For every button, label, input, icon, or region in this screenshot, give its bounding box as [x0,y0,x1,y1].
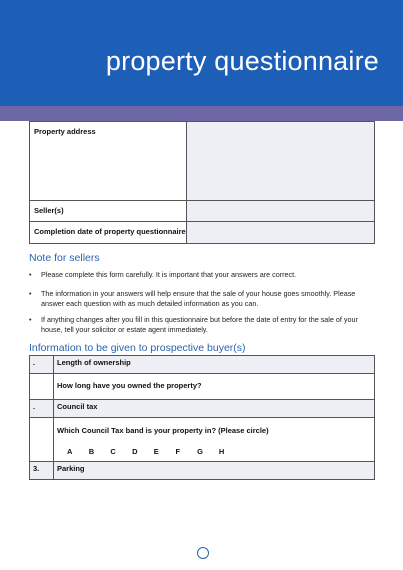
note-bullet-text: If anything changes after you fill in this questionnaire but before the date of entry for the sale of your house, tell your solicitor or estate agent immediately. [41,315,358,334]
completion-date-label: Completion date of property questionnaire [30,222,187,244]
bullet-dot: • [29,289,32,298]
note-bullet-text: The information in your answers will help ensure that the sale of your house goes smoothly. Please answer each question with as much detailed information as you can. [41,289,356,308]
page-title: property questionnaire [105,46,379,76]
row-number: . [30,400,54,418]
band-option[interactable]: E [153,447,159,456]
band-option[interactable]: D [132,447,138,456]
council-tax-question-cell [54,418,375,462]
note-for-sellers-heading: Note for sellers [29,252,100,264]
information-heading: Information to be given to prospective buyer(s) [29,342,246,354]
completion-date-field[interactable] [187,222,375,244]
parking-heading: Parking [54,462,375,480]
ownership-question: How long have you owned the property? [54,374,375,400]
row-number-blank [30,374,54,400]
band-option[interactable]: B [88,447,95,456]
council-tax-question: Which Council Tax band is your property in? (Please circle) [57,426,269,435]
band-option[interactable]: F [175,447,181,456]
property-address-label: Property address [30,122,187,201]
band-option[interactable]: C [110,447,116,456]
property-details-table [29,121,375,244]
buyer-info-table [29,355,375,480]
band-option[interactable]: H [218,447,225,456]
property-address-field[interactable] [187,122,375,201]
bullet-dot: • [29,270,32,279]
header-stripe [0,106,403,121]
row-number: . [30,356,54,374]
tax-band-options [57,447,374,456]
row-number: 3. [30,462,54,480]
sellers-label: Seller(s) [30,201,187,222]
row-number-blank [30,418,54,462]
sellers-field[interactable] [187,201,375,222]
bullet-dot: • [29,315,32,324]
band-option[interactable]: A [67,447,73,456]
page-circle-icon [197,547,209,559]
header-banner [0,0,403,106]
note-bullet-text: Please complete this form carefully. It is important that your answers are correct. [41,270,297,279]
band-option[interactable]: G [197,447,203,456]
length-of-ownership-heading: Length of ownership [54,356,375,374]
council-tax-heading: Council tax [54,400,375,418]
